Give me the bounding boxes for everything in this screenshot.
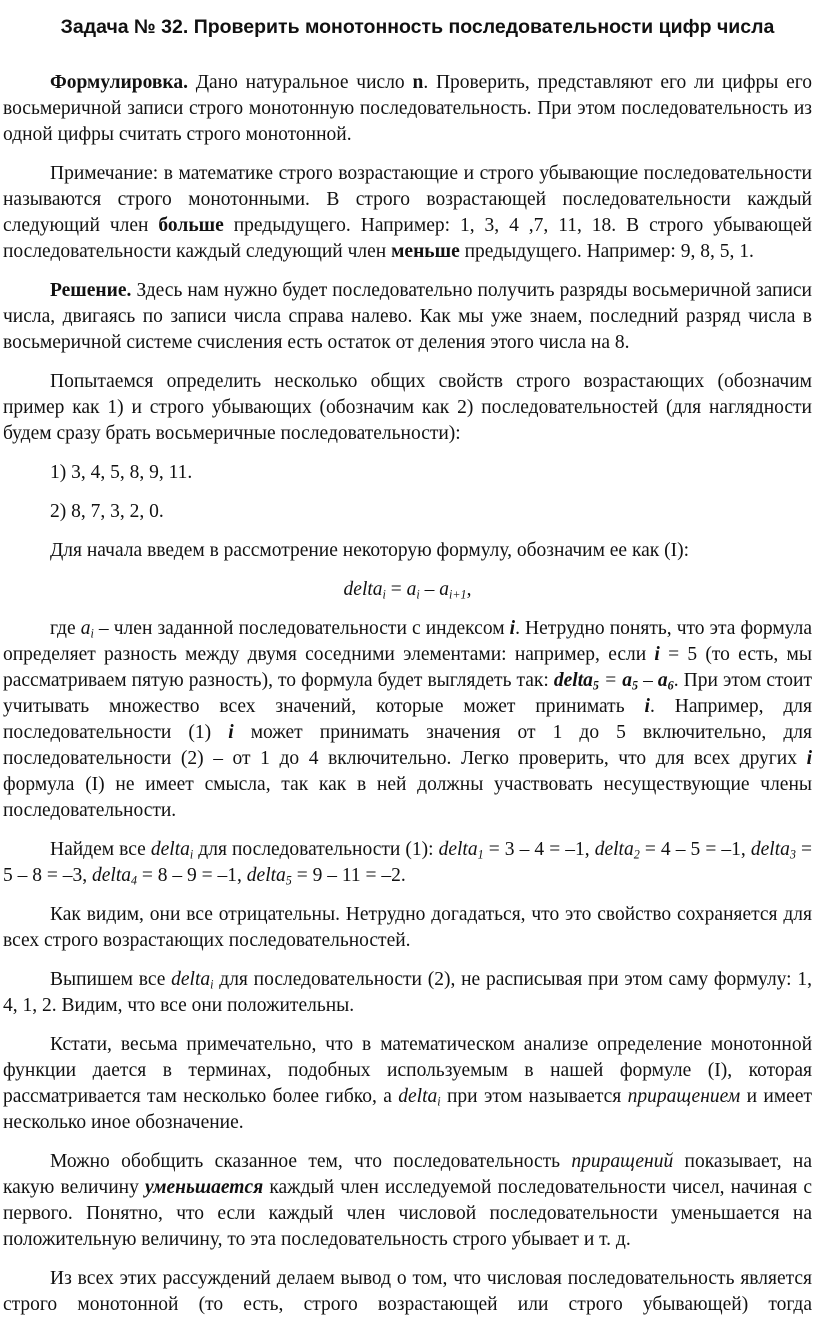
- deltas-sequence-1-paragraph: Найдем все delta$_i$ для последовательности (1): delta$_1$ = 3 – 4 = –1, delta$_2$ = 4 – 5 = –1, delta$_3$ = 5 – 8 = –3, delta$_4$ = 8 – 9 = –1, delta$_5$ = 9 – 11 = –2.: [3, 839, 812, 888]
- bold-word-less: меньше: [391, 241, 460, 262]
- negative-conclusion-paragraph: Как видим, они все отрицательны. Нетрудно догадаться, что это свойство сохраняется для всех строго возрастающих последовательностей.: [3, 904, 812, 951]
- variable-n: n: [412, 72, 424, 93]
- solution-paragraph: Решение. Здесь нам нужно будет последовательно получить разряды восьмеричной записи числа, двигаясь по записи числа справа налево. Как мы уже знаем, последний разряд числа в восьмеричной системе счисления есть остаток от деления этого числа на 8.: [3, 280, 812, 353]
- properties-paragraph: Попытаемся определить несколько общих свойств строго возрастающих (обозначим пример как 1) и строго убывающих (обозначим как 2) последовательностей (для наглядности будем сразу брать восьмеричные последовательности):: [3, 371, 812, 444]
- final-conclusion-paragraph: Из всех этих рассуждений делаем вывод о том, что числовая последовательность является строго монотонной (то есть, строго возрастающей или строго убывающей) тогда: [3, 1268, 812, 1315]
- formula-intro-paragraph: Для начала введем в рассмотрение некоторую формулу, обозначим ее как (I):: [50, 540, 690, 561]
- example-sequence-2: 2) 8, 7, 3, 2, 0.: [50, 501, 164, 522]
- note-paragraph: Примечание: в математике строго возрастающие и строго убывающие последовательности называются строго монотонными. В строго возрастающей последовательности каждый следующий член больше предыдущего. Например: 1, 3, 4 ,7, 11, 18. В строго убывающей последовательности каждый следующий член меньше предыдущего. Например: 9, 8, 5, 1.: [3, 163, 812, 262]
- task-title: Задача № 32. Проверить монотонность последовательности цифр числа: [60, 16, 775, 38]
- formulation-paragraph: Формулировка. Дано натуральное число n. Проверить, представляют его ли цифры его восьмеричной записи строго монотонную последовательность. При этом последовательность из одной цифры считать строго монотонной.: [3, 72, 812, 145]
- formulation-label: Формулировка.: [50, 72, 188, 93]
- example-sequence-1: 1) 3, 4, 5, 8, 9, 11.: [50, 462, 193, 483]
- analysis-remark-paragraph: Кстати, весьма примечательно, что в математическом анализе определение монотонной функции дается в терминах, подобных используемым в нашей формуле (I), которая рассматривается там несколько более гибко, а delta$_i$ при этом называется приращением и имеет несколько иное обозначение.: [3, 1034, 813, 1133]
- formula-delta: delta$_i$ = $a_i - a_{i+1}$,: [343, 579, 472, 602]
- bold-word-greater: больше: [158, 215, 224, 236]
- formula-explanation-paragraph: где $a_i$ – член заданной последовательности с индексом i. Нетрудно понять, что эта формула определяет разность между двумя соседними элементами: например, если i = 5 (то есть, мы рассматриваем пятую разность), то формула будет выглядеть так: delta$_5$ = $a_5 - a_6$. При этом стоит учитывать множество всех значений, которые может принимать i. Например, для последовательности (1) i может принимать значения от 1 до 5 включительно, для последовательности (2) – от 1 до 4 включительно. Легко проверить, что для всех других i формула (I) не имеет смысла, так как в ней должны участвовать несуществующие члены последовательности.: [3, 618, 813, 821]
- solution-label: Решение.: [50, 280, 132, 301]
- generalization-paragraph: Можно обобщить сказанное тем, что последовательность приращений показывает, на какую величину уменьшается каждый член исследуемой последовательности чисел, начиная с первого. Понятно, что если каждый член числовой последовательности уменьшается на положительную величину, то эта последовательность строго убывает и т. д.: [3, 1151, 812, 1250]
- deltas-sequence-2-paragraph: Выпишем все delta$_i$ для последовательности (2), не расписывая при этом саму формулу: 1, 4, 1, 2. Видим, что все они положительны.: [3, 969, 812, 1016]
